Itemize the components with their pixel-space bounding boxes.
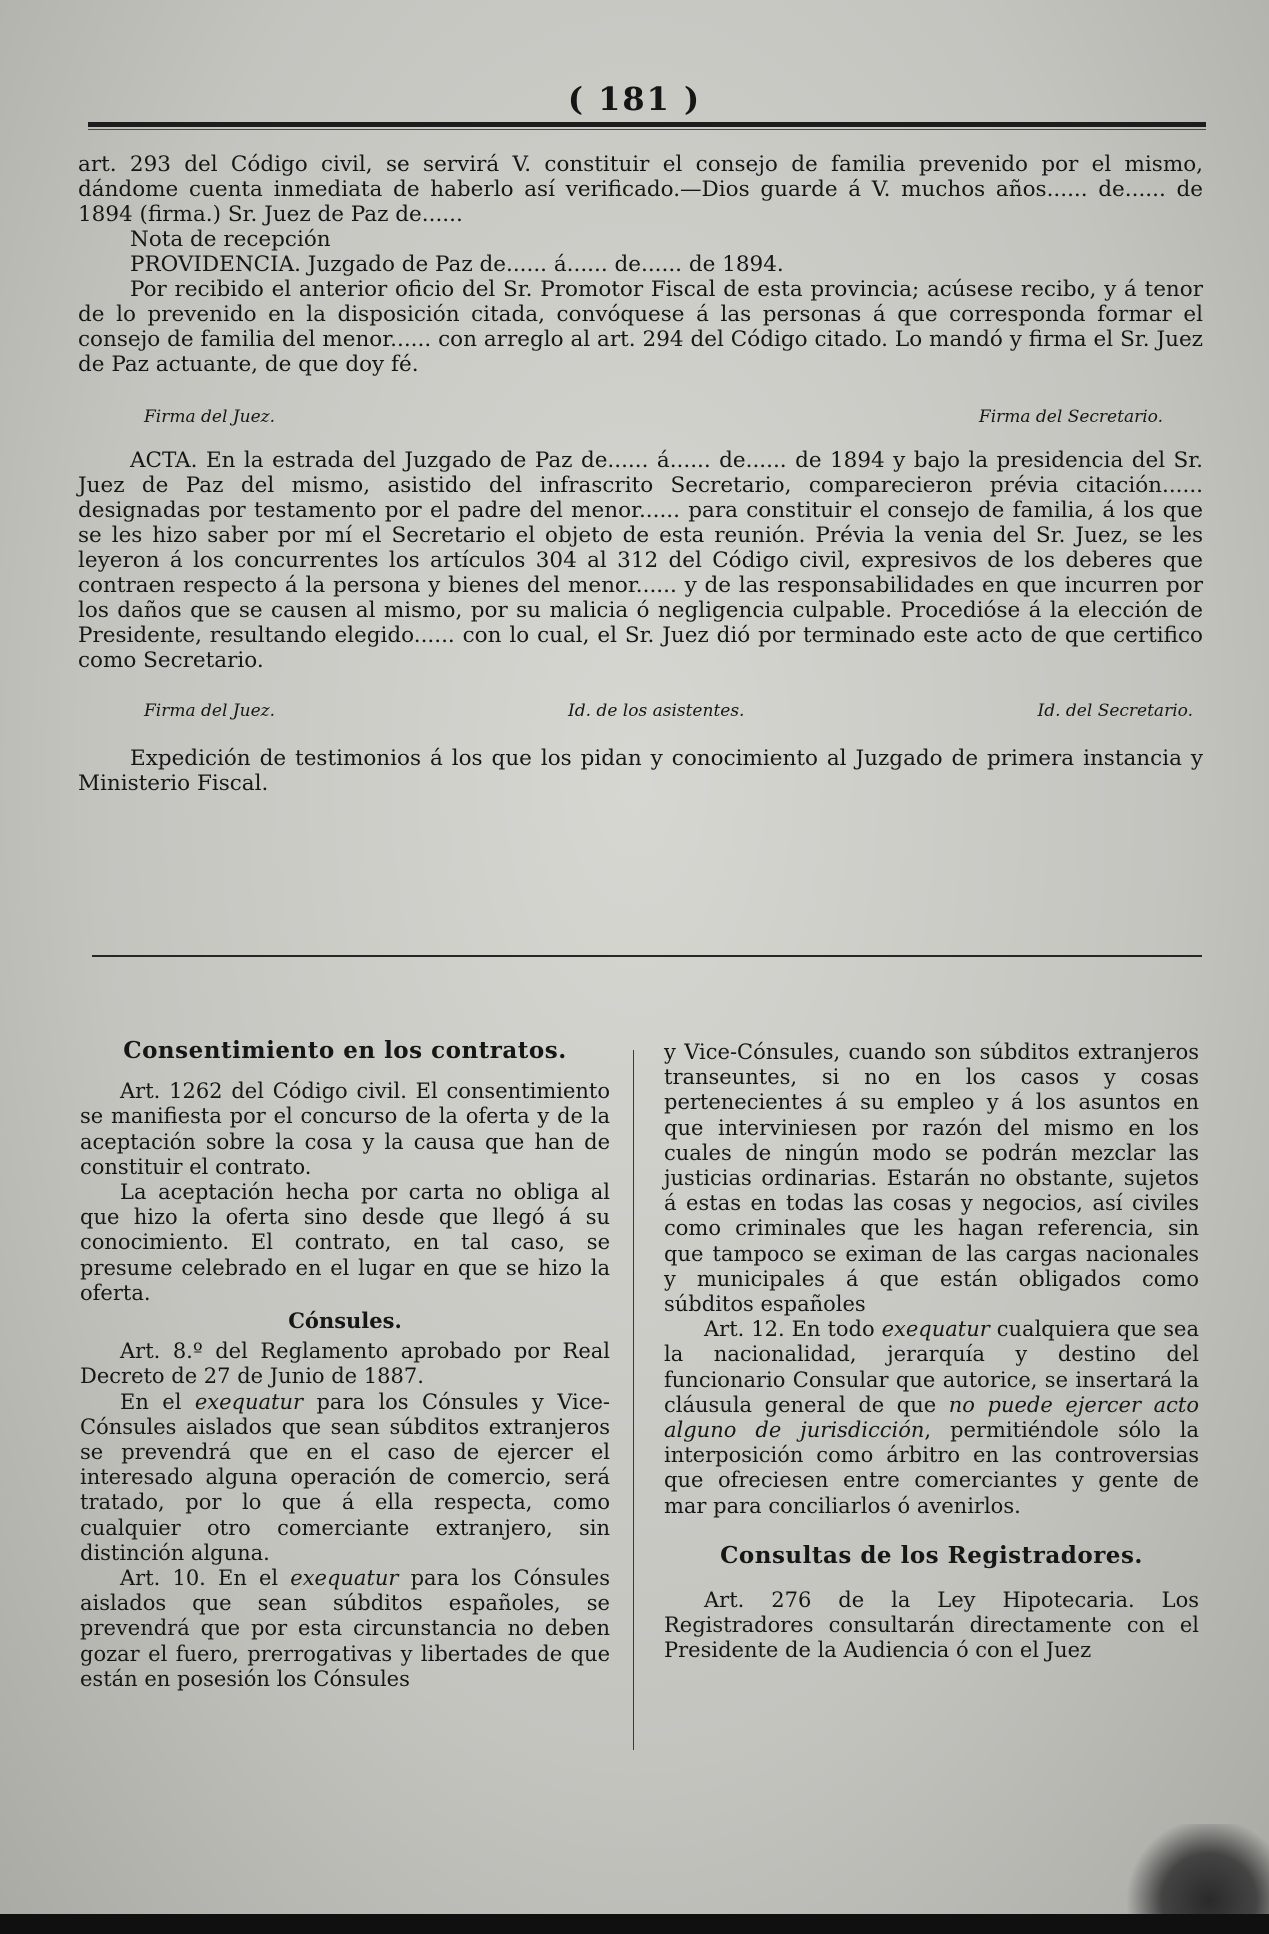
reception-note: Nota de recepción — [130, 227, 331, 252]
letter-paragraph: art. 293 del Código civil, se servirá V. constituir el consejo de familia prevenido por el mismo, dándome cuenta inmediata de haberlo así verificado.—Dios guarde á V. muchos años...... de...... de 1894 (firma.) Sr. Juez de Paz de...... — [78, 152, 1203, 227]
signature-row-1 — [144, 405, 1163, 430]
top-section — [78, 152, 1203, 796]
left-column — [80, 1038, 610, 1692]
signature-secretary-2: Id. del Secretario. — [1037, 701, 1193, 721]
header-rule-thin — [88, 129, 1206, 130]
column-divider — [633, 1050, 634, 1750]
article-8-reglamento: Art. 8.º del Reglamento aprobado por Real Decreto de 27 de Junio de 1887. — [80, 1339, 610, 1389]
acceptance-paragraph: La aceptación hecha por carta no obliga al que hizo la oferta sino desde que llegó á su conocimiento. El contrato, en tal caso, se presume celebrado en el lugar en que se hizo la oferta. — [80, 1180, 610, 1305]
section-heading-consentimiento: Consentimiento en los contratos. — [123, 1037, 567, 1064]
signature-attendees: Id. de los asistentes. — [568, 701, 745, 721]
article-12: Art. 12. En todo exequatur cualquiera que sea la nacionalidad, jerarquía y destino del funcionario Consular que autorice, se insertará la cláusula general de que no puede ejercer acto alguno de jurisdicción, permitiéndole sólo la interposición como árbitro en las controversias que ofreciesen entre comerciantes y gente de mar para conciliarlos ó avenirlos. — [664, 1317, 1200, 1518]
right-column — [664, 1040, 1199, 1664]
providencia-text: Por recibido el anterior oficio del Sr. Promotor Fiscal de esta provincia; acúsese recibo, y á tenor de lo prevenido en la disposición citada, convóquese á las personas á que corresponda formar el consejo de familia del menor...... con arreglo al art. 294 del Código citado. Lo mandó y firma el Sr. Juez de Paz actuante, de que doy fé. — [78, 277, 1203, 377]
header-rule — [88, 122, 1206, 127]
expedicion-paragraph: Expedición de testimonios á los que los pidan y conocimiento al Juzgado de primera instancia y Ministerio Fiscal. — [78, 746, 1203, 796]
page-number: ( 181 ) — [567, 80, 702, 118]
consules-continuation: y Vice-Cónsules, cuando son súbditos extranjeros transeuntes, si no en los casos y cosas pertenecientes á su empleo y á los asuntos en que interviniesen por razón del mismo en los cuales de ningún modo se podrán mezclar las justicias ordinarias. Estarán no obstante, sujetos á estas en todas las cosas y negocios, así civiles como criminales que les hagan referencia, sin que tampoco se eximan de las cargas nacionales y municipales á que están obligados como súbditos españoles — [664, 1040, 1199, 1317]
signature-secretary: Firma del Secretario. — [978, 407, 1163, 427]
section-divider — [92, 955, 1202, 957]
signature-row-2 — [144, 699, 1193, 724]
providencia-heading: PROVIDENCIA. Juzgado de Paz de...... á...... de...... de 1894. — [130, 252, 784, 277]
article-10: Art. 10. En el exequatur para los Cónsules aislados que sean súbditos españoles, se prevendrá que por esta circunstancia no deben gozar el fuero, prerrogativas y libertades de que están en posesión los Cónsules — [80, 1566, 610, 1691]
article-276: Art. 276 de la Ley Hipotecaria. Los Registradores consultarán directamente con el Presidente de la Audiencia ó con el Juez — [664, 1588, 1199, 1663]
acta-paragraph: ACTA. En la estrada del Juzgado de Paz de...... á...... de...... de 1894 y bajo la presidencia del Sr. Juez de Paz del mismo, asistido del infrascrito Secretario, comparecieron prévia citación...... designadas por testamento por el padre del menor...... para constituir el consejo de familia, á los que se les hizo saber por mí el Secretario el objeto de esta reunión. Prévia la venia del Sr. Juez, se les leyeron á los concurrentes los artículos 304 al 312 del Código civil, expresivos de los deberes que contraen respecto á la persona y bienes del menor...... y de las responsabilidades en que incurren por los daños que se causen al mismo, por su malicia ó negligencia culpable. Procedióse á la elección de Presidente, resultando elegido...... con lo cual, el Sr. Juez dió por terminado este acto de que certifico como Secretario. — [78, 448, 1203, 673]
exequatur-paragraph-1: En el exequatur para los Cónsules y Vice-Cónsules aislados que sean súbditos extranjeros se prevendrá que en el caso de ejercer el interesado alguna operación de comercio, será tratado, por lo que á ella respecta, como cualquier otro comerciante extranjero, sin distinción alguna. — [80, 1389, 610, 1565]
section-heading-registradores: Consultas de los Registradores. — [720, 1541, 1143, 1569]
signature-judge: Firma del Juez. — [144, 407, 275, 427]
article-1262: Art. 1262 del Código civil. El consentimiento se manifiesta por el concurso de la oferta y de la aceptación sobre la cosa y la causa que han de constituir el contrato. — [80, 1079, 610, 1179]
signature-judge-2: Firma del Juez. — [144, 701, 275, 721]
scan-bottom-border — [0, 1914, 1269, 1934]
section-heading-consules: Cónsules. — [288, 1308, 402, 1334]
